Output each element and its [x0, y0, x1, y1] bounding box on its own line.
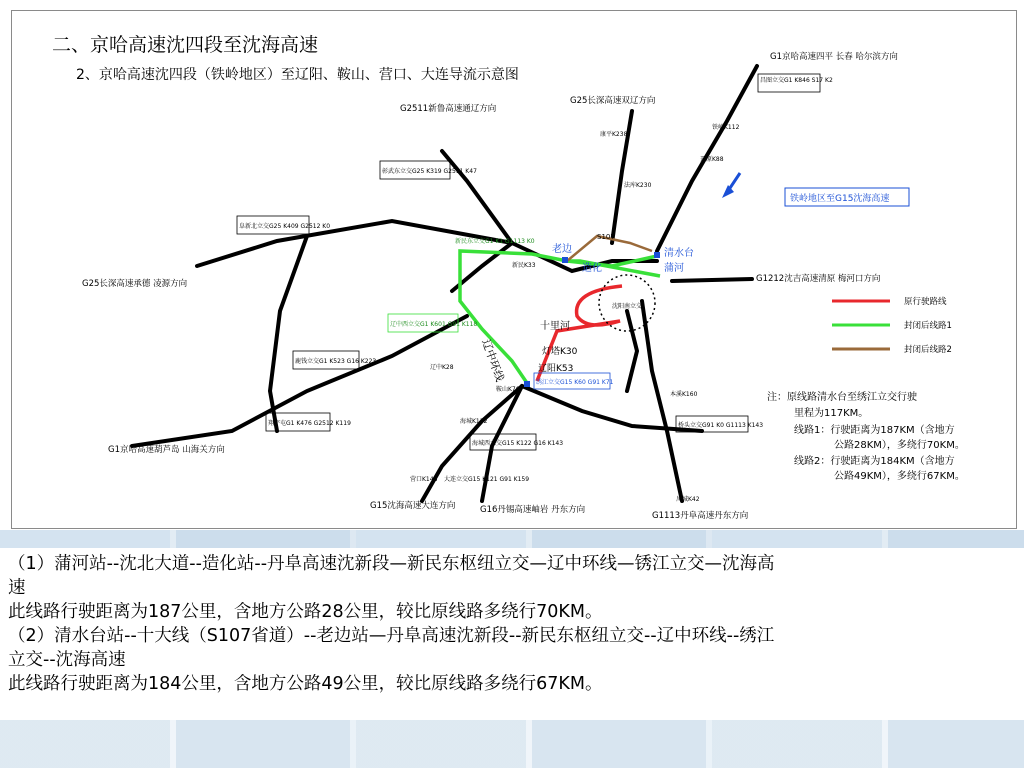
callout-label: 铁岭地区至G15沈海高速 — [790, 194, 890, 204]
station-zaohua: 造化 — [582, 263, 602, 274]
label-haicheng: 海城西立交G15 K122 G16 K143 — [472, 440, 564, 447]
route-description — [8, 552, 1008, 696]
dir-g15-south: G15沈海高速大连方向 — [370, 501, 456, 511]
dir-g2511: G2511新鲁高速通辽方向 — [400, 104, 497, 114]
dir-g1-north: G1京哈高速四平 长春 哈尔滨方向 — [770, 52, 898, 62]
route1-description-cont: 速 — [8, 578, 26, 598]
label-kaiyuan: 开原K88 — [700, 156, 724, 163]
route1-distance: 此线路行驶距离为187公里，含地方公路28公里，较比原线路多绕行70KM。 — [8, 602, 603, 622]
dir-g25-west: G25长深高速承德 凌源方向 — [82, 279, 188, 289]
label-haicheng-k: 海城K112 — [460, 418, 488, 425]
label-fuxin: 阜新北立交G25 K409 G2512 K0 — [239, 223, 331, 230]
station-shilihe: 十里河 — [540, 321, 570, 332]
label-xiangyutun: 翔宇屯G1 K476 G2512 K119 — [268, 420, 351, 427]
label-xinmin: 新民K33 — [512, 262, 536, 269]
label-anshan: 鞍山K76 — [496, 386, 520, 393]
ring-east — [627, 311, 637, 391]
label-xiujiang: 绣江立交G15 K60 G91 K71 — [536, 379, 614, 386]
decorative-band-bottom — [0, 720, 1024, 768]
note-line1: 里程为117KM。 — [794, 408, 869, 419]
note-route2-b: 公路49KM），多绕行67KM。 — [834, 471, 965, 482]
label-luqian: 鹿钱立交G1 K523 G16 K223 — [295, 358, 377, 365]
label-xinmindong: 新民东立交G1 K1 G1113 K0 — [455, 238, 535, 245]
legend-label-detour2: 封闭后线路2 — [904, 345, 952, 355]
legend — [832, 296, 952, 355]
station-laobian: 老边 — [552, 244, 572, 255]
laobian-marker — [562, 257, 568, 263]
road-liaozhong-ring: 辽中环线 — [479, 337, 507, 384]
dir-g1-south: G1京哈高速葫芦岛 山海关方向 — [108, 445, 225, 455]
map-subheading: 2、京哈高速沈四段（铁岭地区）至辽阳、鞍山、营口、大连导流示意图 — [76, 67, 519, 83]
route-notes — [767, 390, 965, 482]
dir-g25-north: G25长深高速双辽方向 — [570, 96, 656, 106]
g1212-highway — [672, 279, 752, 281]
label-shenyangnan: 沈阳南立交 — [612, 303, 643, 310]
note-route1-a: 线路1：行驶距离为187KM（含地方 — [794, 425, 955, 436]
map-frame — [11, 10, 1017, 529]
detour-map — [12, 11, 1016, 528]
label-kangping: 康平K238 — [600, 131, 628, 138]
dir-g1113: G1113丹阜高速丹东方向 — [652, 511, 749, 521]
dir-g1212: G1212沈吉高速清原 梅河口方向 — [756, 274, 881, 284]
qingshuitai-marker — [654, 252, 660, 258]
interchange-labels — [237, 74, 833, 503]
dir-g16: G16丹锡高速岫岩 丹东方向 — [480, 505, 586, 515]
label-fengcheng: 凤城K42 — [676, 496, 700, 503]
note-title: 注：原线路清水台至绣江立交行驶 — [767, 392, 917, 403]
decorative-band-top — [0, 530, 1024, 548]
highway-network — [132, 66, 757, 501]
note-route1-b: 公路28KM），多绕行70KM。 — [834, 440, 965, 451]
route2-description: （2）清水台站--十大线（S107省道）--老边站—丹阜高速沈新段--新民东枢纽立交--辽中环线--绣江 — [8, 626, 775, 646]
map-heading: 二、京哈高速沈四段至沈海高速 — [52, 34, 319, 56]
note-route2-a: 线路2：行驶距离为184KM（含地方 — [794, 456, 955, 467]
label-liaozhongxi: 辽中西立交G1 K601 G91 K118 — [390, 321, 478, 328]
route1-description: （1）蒲河站--沈北大道--造化站--丹阜高速沈新段—新民东枢纽立交—辽中环线—锈江立交—沈海高 — [8, 554, 775, 574]
label-benxi: 本溪K160 — [670, 391, 698, 398]
g1113-highway — [642, 301, 682, 501]
station-qingshuitai: 清水台 — [664, 248, 694, 259]
label-zhangwu: 彰武东立交G25 K319 G2511 K47 — [382, 168, 477, 175]
road-s107: S107 — [597, 233, 615, 241]
legend-label-detour1: 封闭后线路1 — [904, 321, 952, 331]
label-liaozhong: 辽中K28 — [430, 364, 454, 371]
label-dalian-ic: 大连立交G15 K121 G91 K159 — [444, 476, 530, 483]
route2-distance: 此线路行驶距离为184公里，含地方公路49公里，较比原线路多绕行67KM。 — [8, 674, 603, 694]
label-qiaotou: 桥头立交G91 K0 G1113 K143 — [678, 422, 764, 429]
label-faku: 法库K230 — [624, 182, 652, 189]
legend-label-original: 原行驶路线 — [904, 297, 947, 307]
station-liaoyang: 辽阳K53 — [538, 364, 574, 374]
route2-description-cont: 立交--沈海高速 — [8, 650, 126, 670]
label-changtu: 昌图立交G1 K846 S17 K2 — [760, 77, 833, 84]
xiujiang-marker — [524, 381, 530, 387]
label-tieling: 铁岭K112 — [712, 124, 740, 131]
station-dengta: 灯塔K30 — [542, 347, 578, 357]
g2511-highway — [442, 151, 512, 243]
label-yingkou: 营口K148 — [410, 476, 438, 483]
station-puhe: 蒲河 — [664, 263, 684, 274]
